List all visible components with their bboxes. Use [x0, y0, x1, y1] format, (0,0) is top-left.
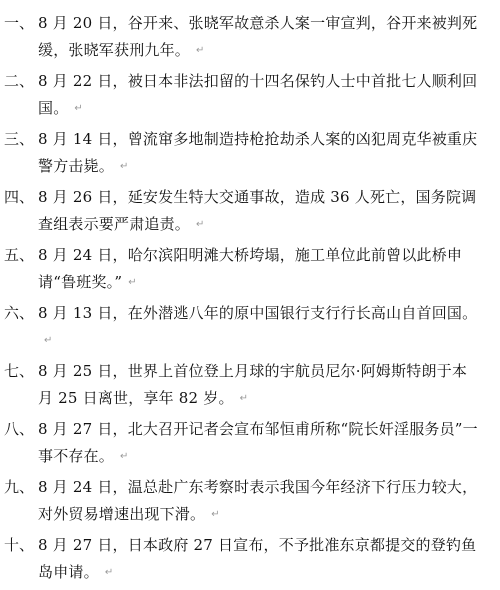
- list-item: [4, 10, 484, 68]
- item-number: 四、: [4, 188, 35, 206]
- paragraph-mark-icon: ↵: [104, 567, 114, 578]
- paragraph-mark-icon: ↵: [120, 161, 129, 172]
- item-text: 8 月 24 日，温总赴广东考察时表示我国今年经济下行压力较大，对外贸易增速出现下滑。 ↵: [38, 478, 478, 523]
- item-text: 8 月 14 日，曾流窜多地制造持枪抢劫杀人案的凶犯周克华被重庆警方击毙。 ↵: [38, 130, 478, 175]
- paragraph-mark-icon: ↵: [74, 103, 83, 114]
- item-number: 九、: [4, 478, 35, 496]
- news-list: [4, 10, 484, 590]
- paragraph-mark-icon: ↵: [211, 509, 220, 520]
- list-item: [4, 416, 484, 474]
- item-text: 8 月 22 日，被日本非法扣留的十四名保钓人士中首批七人顺利回国。 ↵: [38, 72, 478, 117]
- item-text: 8 月 13 日，在外潜逃八年的原中国银行支行行长高山自首回国。↵: [38, 304, 478, 346]
- list-item: [4, 184, 484, 242]
- list-item: [4, 126, 484, 184]
- item-text: 8 月 24 日，哈尔滨阳明滩大桥垮塌，施工单位此前曾以此桥申请“鲁班奖。” ↵: [38, 246, 463, 291]
- list-item: [4, 68, 484, 126]
- paragraph-mark-icon: ↵: [196, 219, 205, 230]
- item-number: 一、: [4, 14, 35, 32]
- item-text: 8 月 27 日，日本政府 27 日宣布，不予批准东京都提交的登钓鱼岛申请。 ↵: [38, 536, 477, 581]
- item-number: 七、: [4, 362, 35, 380]
- paragraph-mark-icon: ↵: [44, 335, 53, 346]
- list-item: [4, 242, 484, 300]
- item-number: 六、: [4, 304, 35, 322]
- item-number: 五、: [4, 246, 35, 264]
- paragraph-mark-icon: ↵: [196, 45, 205, 56]
- paragraph-mark-icon: ↵: [120, 451, 129, 462]
- paragraph-mark-icon: ↵: [128, 277, 137, 288]
- item-number: 三、: [4, 130, 35, 148]
- item-text: 8 月 25 日，世界上首位登上月球的宇航员尼尔·阿姆斯特朗于本月 25 日离世，享年 82 岁。 ↵: [38, 362, 468, 407]
- list-item: [4, 532, 484, 590]
- list-item: [4, 300, 484, 358]
- list-item: [4, 474, 484, 532]
- item-text: 8 月 26 日，延安发生特大交通事故，造成 36 人死亡，国务院调查组表示要严肃追责。 ↵: [38, 188, 477, 233]
- item-number: 二、: [4, 72, 35, 90]
- item-number: 八、: [4, 420, 35, 438]
- item-text: 8 月 27 日，北大召开记者会宣布邹恒甫所称“院长奸淫服务员”一事不存在。 ↵: [38, 420, 478, 465]
- paragraph-mark-icon: ↵: [239, 393, 249, 404]
- item-text: 8 月 20 日，谷开来、张晓军故意杀人案一审宣判，谷开来被判死缓，张晓军获刑九年。 ↵: [38, 14, 478, 59]
- item-number: 十、: [4, 536, 35, 554]
- list-item: [4, 358, 484, 416]
